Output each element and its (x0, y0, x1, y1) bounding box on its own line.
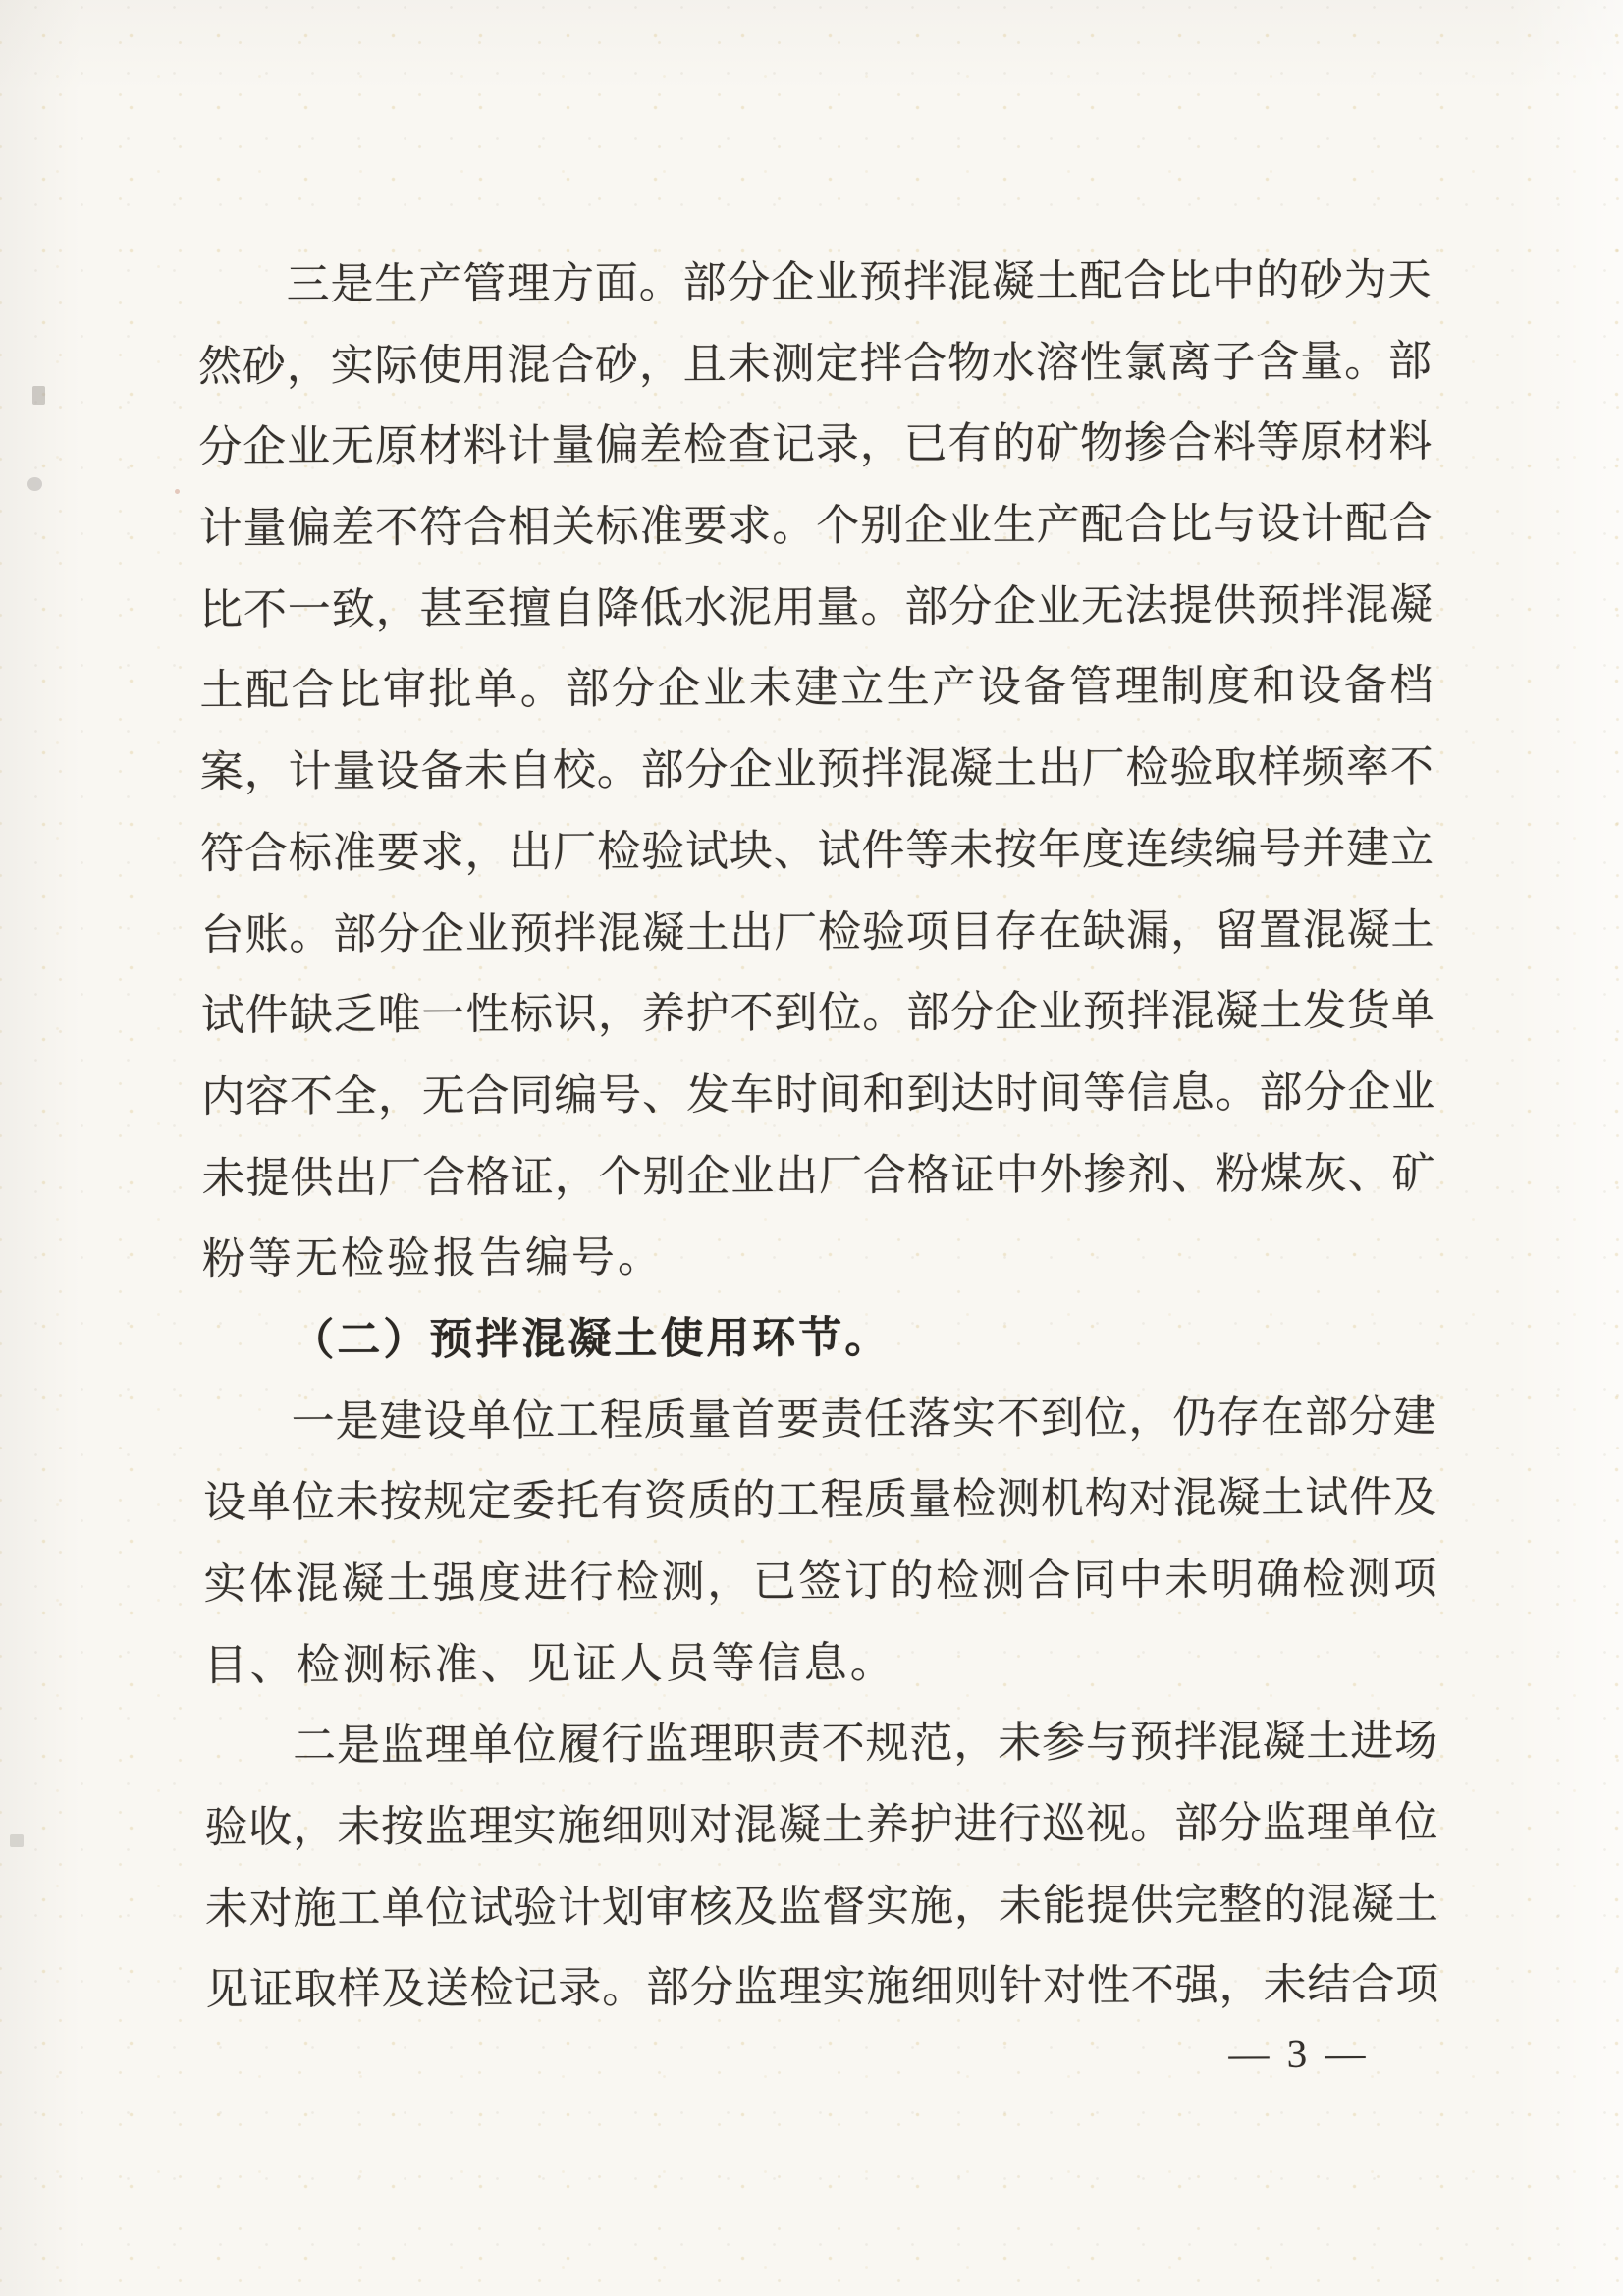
text-line: 土配合比审批单。部分企业未建立生产设备管理制度和设备档 (199, 661, 1434, 716)
text-line: 比不一致，甚至擅自降低水泥用量。部分企业无法提供预拌混凝 (198, 580, 1434, 634)
text-block (197, 240, 1439, 2077)
text-line: 设单位未按规定委托有资质的工程质量检测机构对混凝土试件及 (202, 1473, 1437, 1528)
text-line: 案，计量设备未自校。部分企业预拌混凝土出厂检验取样频率不 (199, 742, 1434, 796)
text-line: 三是生产管理方面。部分企业预拌混凝土配合比中的砂为天 (286, 255, 1432, 309)
text-line: 二是监理单位履行监理职责不规范，未参与预拌混凝土进场 (292, 1717, 1438, 1771)
text-line: 符合标准要求，出厂检验试块、试件等未按年度连续编号并建立 (200, 824, 1434, 878)
text-line: 实体混凝土强度进行检测，已签订的检测合同中未明确检测项 (203, 1555, 1437, 1609)
text-line: 粉等无检验报告编号。 (201, 1232, 665, 1284)
text-line: 验收，未按监理实施细则对混凝土养护进行巡视。部分监理单位 (204, 1798, 1438, 1852)
section-heading: （二）预拌混凝土使用环节。 (291, 1313, 892, 1365)
text-line: 计量偏差不符合相关标准要求。个别企业生产配合比与设计配合 (198, 499, 1433, 553)
text-line: 一是建设单位工程质量首要责任落实不到位，仍存在部分建 (291, 1392, 1436, 1446)
text-line: 未提供出厂合格证，个别企业出厂合格证中外掺剂、粉煤灰、矿 (201, 1148, 1435, 1203)
text-line: 内容不全，无合同编号、发车时间和到达时间等信息。部分企业 (201, 1067, 1435, 1121)
text-line: 目、检测标准、见证人员等信息。 (203, 1638, 896, 1690)
scan-artifact (32, 386, 45, 405)
scan-artifact (27, 477, 42, 491)
text-line: 未对施工单位试验计划审核及监督实施，未能提供完整的混凝土 (204, 1880, 1438, 1934)
text-line: 然砂，实际使用混合砂，且未测定拌合物水溶性氯离子含量。部 (197, 336, 1433, 391)
page-number: — 3 — (1228, 2030, 1370, 2077)
scan-artifact (10, 1834, 24, 1847)
text-line: 台账。部分企业预拌混凝土出厂检验项目存在缺漏，留置混凝土 (200, 904, 1434, 959)
text-line: 见证取样及送检记录。部分监理实施细则针对性不强，未结合项 (205, 1960, 1439, 2015)
text-line: 分企业无原材料计量偏差检查记录，已有的矿物掺合料等原材料 (198, 417, 1433, 472)
text-lines (197, 240, 1438, 2032)
scan-artifact (175, 489, 180, 494)
text-line: 试件缺乏唯一性标识，养护不到位。部分企业预拌混凝土发货单 (200, 986, 1434, 1040)
